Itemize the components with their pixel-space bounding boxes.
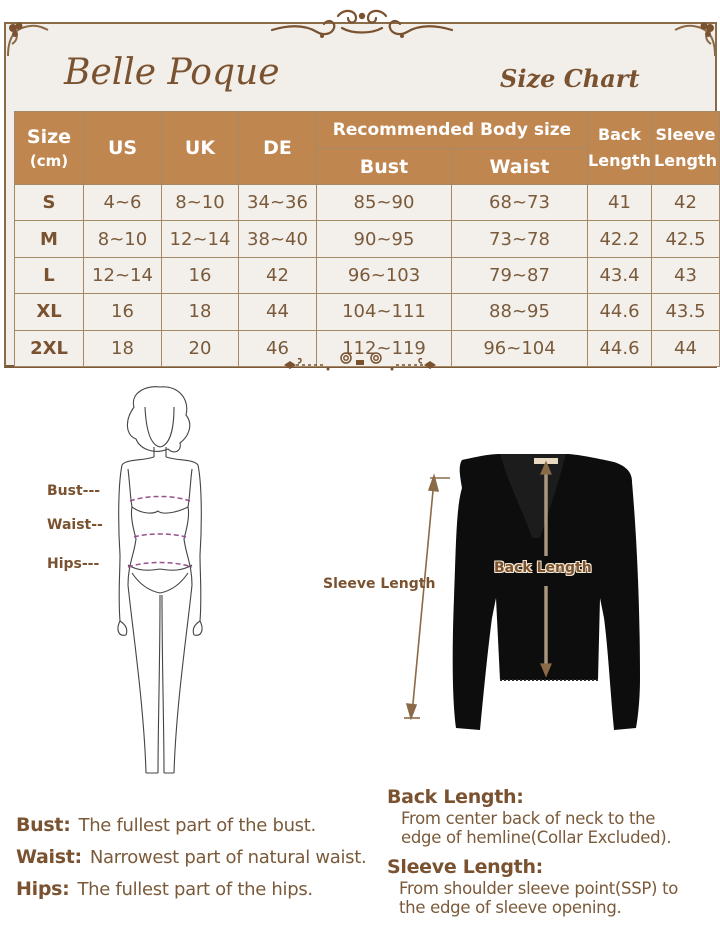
- bust-marker-label: Bust---: [47, 483, 101, 499]
- sleeve-length-marker-label: Sleeve Length: [323, 576, 436, 592]
- definition-desc-line2: the edge of sleeve opening.: [399, 898, 622, 917]
- col-header-size: [15, 112, 84, 185]
- col-header-recommended: Recommended Body size: [317, 112, 588, 149]
- cell-us: 16: [84, 294, 162, 330]
- waist-marker-label: Waist--: [47, 517, 103, 533]
- corner-ornament-icon: [673, 16, 719, 62]
- cell-back-length: 44.6: [588, 330, 652, 366]
- size-table: [14, 111, 720, 367]
- table-row: [15, 294, 720, 330]
- definition-back-length: [387, 785, 717, 847]
- definition-term: Sleeve Length:: [387, 856, 543, 878]
- cell-bust: 104~111: [317, 294, 452, 330]
- cell-uk: 18: [162, 294, 239, 330]
- cell-de: 34~36: [239, 185, 317, 221]
- cell-sleeve-length: 43: [652, 257, 720, 293]
- cardigan-measurement-figure: [400, 448, 720, 738]
- cell-back-length: 42.2: [588, 221, 652, 257]
- cell-size: 2XL: [15, 330, 84, 366]
- cell-bust: 85~90: [317, 185, 452, 221]
- cell-back-length: 41: [588, 185, 652, 221]
- cell-sleeve-length: 43.5: [652, 294, 720, 330]
- cell-bust: 96~103: [317, 257, 452, 293]
- cell-sleeve-length: 42.5: [652, 221, 720, 257]
- col-header-back-length: [588, 112, 652, 185]
- col-header-us: US: [84, 112, 162, 185]
- garment-definitions: [387, 785, 717, 917]
- table-row: [15, 221, 720, 257]
- cell-waist: 73~78: [452, 221, 588, 257]
- col-header-size-unit: (cm): [29, 152, 69, 170]
- cell-us: 4~6: [84, 185, 162, 221]
- corner-ornament-icon: [4, 16, 50, 62]
- cell-uk: 20: [162, 330, 239, 366]
- definition-sleeve-length: [387, 855, 717, 917]
- cell-de: 46: [239, 330, 317, 366]
- col-header-sleeve-length-line1: Sleeve: [655, 125, 716, 144]
- cell-size: L: [15, 257, 84, 293]
- table-row: [15, 257, 720, 293]
- definition-desc-line1: From center back of neck to the: [401, 809, 656, 828]
- hips-marker-label: Hips---: [47, 556, 100, 572]
- definition-term: Bust:: [16, 814, 71, 836]
- page-title: Size Chart: [500, 64, 640, 93]
- definition-desc: The fullest part of the bust.: [78, 815, 316, 836]
- col-header-waist: Waist: [452, 149, 588, 185]
- cell-us: 18: [84, 330, 162, 366]
- col-header-uk: UK: [162, 112, 239, 185]
- cell-bust: 112~119: [317, 330, 452, 366]
- cell-uk: 12~14: [162, 221, 239, 257]
- cell-de: 38~40: [239, 221, 317, 257]
- cell-waist: 68~73: [452, 185, 588, 221]
- definition-desc: Narrowest part of natural waist.: [89, 847, 367, 868]
- table-header-row: [15, 112, 720, 149]
- bottom-flourish-ornament-icon: [200, 349, 520, 373]
- definition-hips: [16, 876, 386, 908]
- cell-size: S: [15, 185, 84, 221]
- cell-sleeve-length: 42: [652, 185, 720, 221]
- cell-waist: 96~104: [452, 330, 588, 366]
- definition-desc-line2: edge of hemline(Collar Excluded).: [401, 828, 672, 847]
- cell-uk: 16: [162, 257, 239, 293]
- cell-waist: 79~87: [452, 257, 588, 293]
- definition-desc-line1: From shoulder sleeve point(SSP) to: [399, 879, 679, 898]
- col-header-sleeve-length: [652, 112, 720, 185]
- col-header-de: DE: [239, 112, 317, 185]
- definition-waist: [16, 844, 386, 876]
- body-definitions: [16, 812, 386, 908]
- body-measurement-figure: [90, 385, 230, 780]
- definition-desc: The fullest part of the hips.: [77, 879, 313, 900]
- col-header-size-label: Size: [26, 126, 72, 148]
- cell-us: 8~10: [84, 221, 162, 257]
- cell-us: 12~14: [84, 257, 162, 293]
- col-header-back-length-line2: Length: [588, 151, 651, 170]
- cell-size: XL: [15, 294, 84, 330]
- cell-de: 42: [239, 257, 317, 293]
- col-header-bust: Bust: [317, 149, 452, 185]
- size-chart-panel: [4, 22, 717, 368]
- cell-back-length: 44.6: [588, 294, 652, 330]
- col-header-sleeve-length-line2: Length: [654, 151, 717, 170]
- cell-de: 44: [239, 294, 317, 330]
- back-length-marker-label: Back Length: [494, 560, 592, 576]
- cell-sleeve-length: 44: [652, 330, 720, 366]
- cell-bust: 90~95: [317, 221, 452, 257]
- cell-back-length: 43.4: [588, 257, 652, 293]
- definition-term: Waist:: [16, 846, 82, 868]
- col-header-back-length-line1: Back: [597, 125, 642, 144]
- definition-bust: [16, 812, 386, 844]
- table-row: [15, 185, 720, 221]
- definition-term: Hips:: [16, 878, 70, 900]
- cell-uk: 8~10: [162, 185, 239, 221]
- cell-waist: 88~95: [452, 294, 588, 330]
- brand-logo: Belle Poque: [64, 52, 280, 93]
- top-flourish-ornament-icon: [262, 4, 462, 44]
- definition-term: Back Length:: [387, 786, 524, 808]
- cell-size: M: [15, 221, 84, 257]
